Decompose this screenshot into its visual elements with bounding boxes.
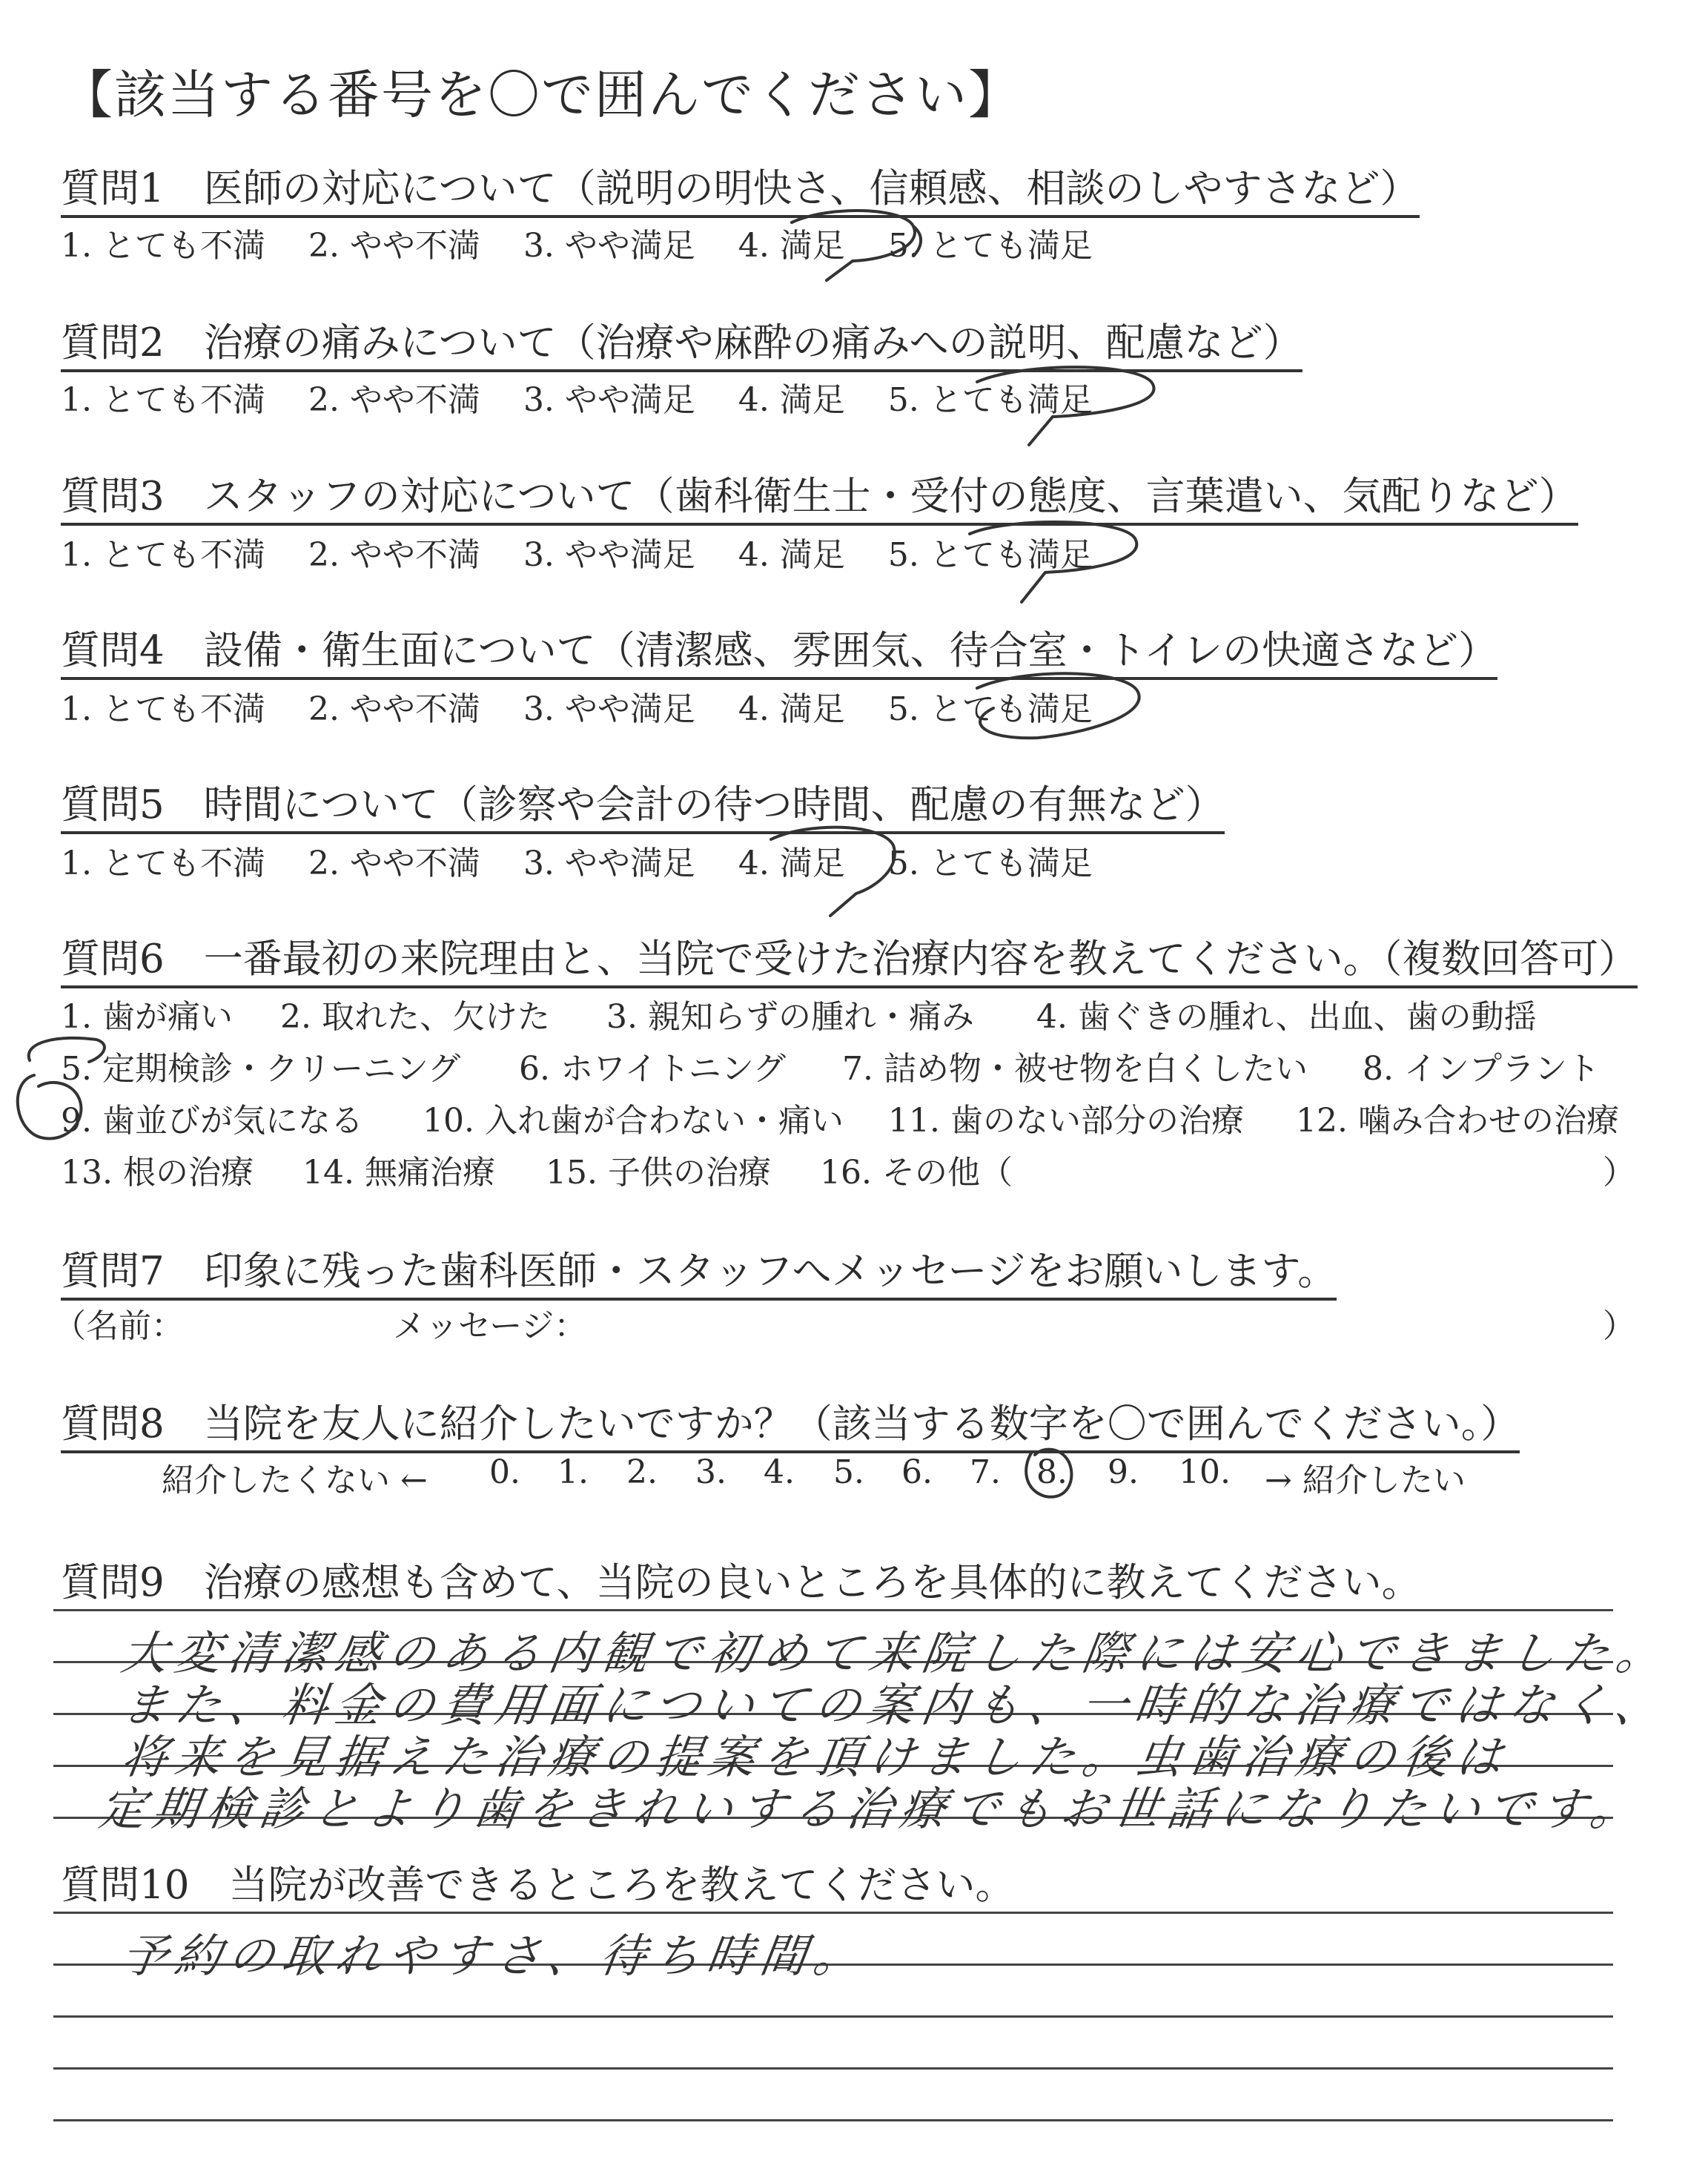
q2-option-5[interactable]: 5. とても満足 [887, 381, 1093, 419]
q5-option-1[interactable]: 1. とても不満 [61, 845, 265, 882]
q7-title: 質問7 印象に残った歯科医師・スタッフへメッセージをお願いします。 [61, 1240, 1337, 1301]
q3-option-3[interactable]: 3. やや満足 [523, 536, 695, 574]
q6-option-8[interactable]: 8. インプラント [1363, 1050, 1600, 1088]
q10-answer-line-1: 予約の取れやすさ、待ち時間。 [118, 1929, 871, 1983]
q6-option-16[interactable]: 16. その他（ [820, 1154, 1013, 1192]
q6-option-2[interactable]: 2. 取れた、欠けた [280, 998, 550, 1036]
q6-title: 質問6 一番最初の来院理由と、当院で受けた治療内容を教えてください。（複数回答可） [61, 928, 1638, 988]
q8-scale-3[interactable]: 3. [695, 1453, 726, 1491]
q1-option-3[interactable]: 3. やや満足 [523, 227, 695, 265]
q6-option-10[interactable]: 10. 入れ歯が合わない・痛い [423, 1102, 844, 1140]
q5-title: 質問5 時間について（診察や会計の待つ時間、配慮の有無など） [61, 773, 1225, 834]
q6-option-7[interactable]: 7. 詰め物・被せ物を白くしたい [842, 1050, 1308, 1088]
q1-options [61, 219, 1125, 266]
q9-answer-line-4: 定期検診とより歯をきれいする治療でもお世話になりたいです。 [96, 1782, 1648, 1836]
q3-options [61, 528, 1125, 575]
q6-option-3[interactable]: 3. 親知らずの腫れ・痛み [606, 998, 974, 1036]
q2-title: 質問2 治療の痛みについて（治療や麻酔の痛みへの説明、配慮など） [61, 311, 1302, 372]
q9-title: 質問9 治療の感想も含めて、当院の良いところを具体的に教えてください。 [61, 1560, 1421, 1605]
q6-other-close-paren: ） [1603, 1154, 1635, 1192]
q8-scale-5[interactable]: 5. [833, 1453, 864, 1491]
q6-option-12[interactable]: 12. 噛み合わせの治療 [1296, 1102, 1619, 1140]
q1-option-1[interactable]: 1. とても不満 [61, 227, 265, 265]
q8-scale-2[interactable]: 2. [626, 1453, 658, 1491]
q4-title: 質問4 設備・衛生面について（清潔感、雰囲気、待合室・トイレの快適さなど） [61, 619, 1497, 680]
q3-title: 質問3 スタッフの対応について（歯科衛生士・受付の態度、言葉遣い、気配りなど） [61, 465, 1578, 526]
q7-close-paren: ） [1603, 1307, 1635, 1345]
q6-option-6[interactable]: 6. ホワイトニング [519, 1050, 787, 1088]
q8-scale-6[interactable]: 6. [901, 1453, 933, 1491]
q5-option-5[interactable]: 5. とても満足 [887, 845, 1093, 882]
q5-option-4[interactable]: 4. 満足 [738, 845, 845, 882]
q9-rule-1 [53, 1609, 1613, 1611]
form-header: 【該当する番号を〇で囲んでください】 [61, 65, 1022, 125]
q6-option-14[interactable]: 14. 無痛治療 [302, 1154, 495, 1192]
q9-answer-line-3: 将来を見据えた治療の提案を頂けました。虫歯治療の後は [118, 1730, 1514, 1784]
q2-option-3[interactable]: 3. やや満足 [523, 381, 695, 419]
q1-option-4[interactable]: 4. 満足 [738, 227, 845, 265]
q2-option-4[interactable]: 4. 満足 [738, 381, 845, 419]
q1-option-2[interactable]: 2. やや不満 [308, 227, 480, 265]
q3-option-2[interactable]: 2. やや不満 [308, 536, 480, 574]
q8-right-label: → 紹介したい [1265, 1462, 1466, 1499]
q7-name-label: （名前： [53, 1307, 184, 1345]
q8-scale-1[interactable]: 1. [557, 1453, 589, 1491]
q5-option-2[interactable]: 2. やや不満 [308, 845, 480, 882]
q1-title: 質問1 医師の対応について（説明の明快さ、信頼感、相談のしやすさなど） [61, 157, 1420, 218]
q6-option-15[interactable]: 15. 子供の治療 [546, 1154, 771, 1192]
q4-option-3[interactable]: 3. やや満足 [523, 690, 695, 728]
q4-options [61, 682, 1125, 730]
q7-message-label: メッセージ： [393, 1307, 587, 1345]
q6-option-9[interactable]: 9. 歯並びが気になる [61, 1102, 363, 1140]
q6-option-13[interactable]: 13. 根の治療 [61, 1154, 254, 1192]
q8-title: 質問8 当院を友人に紹介したいですか？（該当する数字を〇で囲んでください。） [61, 1393, 1520, 1453]
q10-rule-1 [53, 1912, 1613, 1914]
q8-scale-9[interactable]: 9. [1108, 1453, 1139, 1491]
q6-option-5[interactable]: 5. 定期検診・クリーニング [61, 1050, 461, 1088]
q9-answer-line-1: 大変清潔感のある内観で初めて来院した際には安心できました。 [118, 1626, 1674, 1680]
q4-option-2[interactable]: 2. やや不満 [308, 690, 480, 728]
q10-rule-3 [53, 2015, 1613, 2018]
q10-rule-4 [53, 2067, 1613, 2070]
q4-option-5[interactable]: 5. とても満足 [887, 690, 1093, 728]
q8-left-label: 紹介したくない ← [162, 1462, 428, 1499]
q8-scale-10[interactable]: 10. [1179, 1453, 1231, 1491]
q8-scale-4[interactable]: 4. [764, 1453, 795, 1491]
q9-answer-line-2: また、料金の費用面についての案内も、一時的な治療ではなく、 [118, 1678, 1672, 1732]
q10-title: 質問10 当院が改善できるところを教えてください。 [61, 1863, 1015, 1908]
q4-option-4[interactable]: 4. 満足 [738, 690, 845, 728]
q4-option-1[interactable]: 1. とても不満 [61, 690, 265, 728]
q8-scale-8[interactable]: 8. [1036, 1453, 1068, 1491]
q6-option-11[interactable]: 11. 歯のない部分の治療 [888, 1102, 1244, 1140]
q3-option-4[interactable]: 4. 満足 [738, 536, 845, 574]
q2-option-1[interactable]: 1. とても不満 [61, 381, 265, 419]
q10-rule-5 [53, 2119, 1613, 2121]
q6-option-4[interactable]: 4. 歯ぐきの腫れ、出血、歯の動揺 [1036, 998, 1537, 1036]
q1-option-5[interactable]: 5. とても満足 [887, 227, 1093, 265]
q3-option-1[interactable]: 1. とても不満 [61, 536, 265, 574]
q5-option-3[interactable]: 3. やや満足 [523, 845, 695, 882]
q8-scale-0[interactable]: 0. [489, 1453, 520, 1491]
q6-option-1[interactable]: 1. 歯が痛い [61, 998, 233, 1036]
q8-scale-7[interactable]: 7. [970, 1453, 1001, 1491]
q2-options [61, 373, 1125, 420]
q2-option-2[interactable]: 2. やや不満 [308, 381, 480, 419]
q5-options [61, 836, 1125, 884]
q3-option-5[interactable]: 5. とても満足 [887, 536, 1093, 574]
